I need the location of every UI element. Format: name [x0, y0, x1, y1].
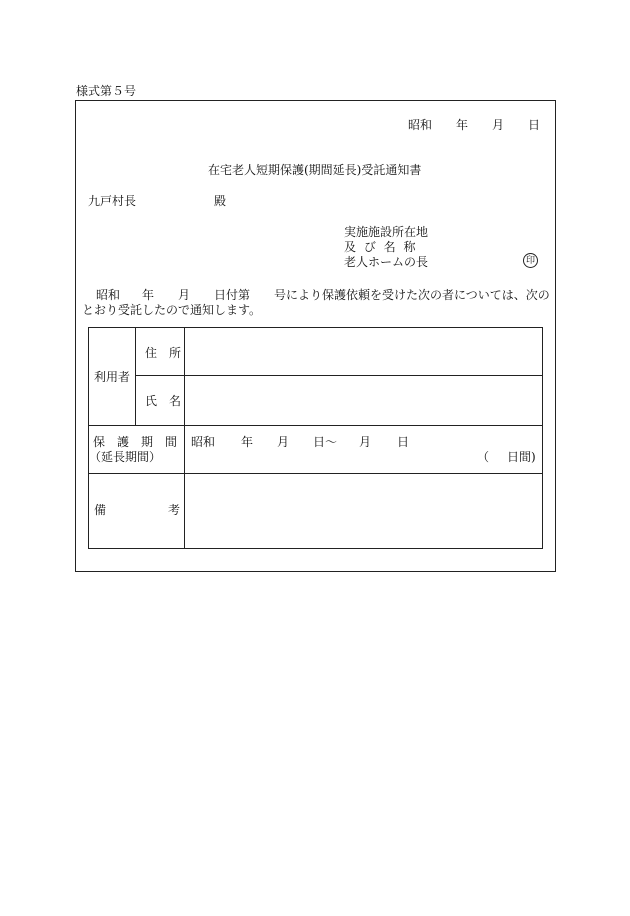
extension-period-label: （延長期間） [89, 450, 162, 464]
date-year: 年 [456, 118, 469, 132]
body-era: 昭和 [96, 288, 121, 302]
date-era: 昭和 [408, 118, 433, 132]
table-divider [89, 425, 542, 426]
body-text-rest: 号により保護依頼を受けた次の者については、次の [274, 288, 550, 302]
period-month: 月 [277, 435, 290, 449]
period-day-to: 日〜 [313, 435, 338, 449]
date-day: 日 [528, 118, 541, 132]
body-text-line2: とおり受託したので通知します。 [82, 303, 262, 317]
period-label: 保 護 期 間 [93, 435, 178, 449]
form-number: 様式第５号 [76, 84, 137, 98]
body-day-ref: 日付第 [214, 288, 251, 302]
document-title: 在宅老人短期保護(期間延長)受託通知書 [208, 163, 422, 177]
body-month: 月 [178, 288, 191, 302]
remarks-label-char2: 考 [168, 503, 181, 517]
address-field[interactable] [185, 328, 542, 375]
period-days-close: 日間) [507, 450, 536, 464]
name-label: 氏 名 [145, 394, 182, 408]
addressee-name: 九戸村長 [88, 194, 137, 208]
date-month: 月 [492, 118, 505, 132]
period-year: 年 [241, 435, 254, 449]
address-label: 住 所 [145, 346, 182, 360]
remarks-label-char1: 備 [94, 503, 107, 517]
table-divider [135, 328, 136, 425]
sender-head: 老人ホームの長 [344, 255, 429, 269]
name-field[interactable] [185, 376, 542, 425]
period-month-end: 月 [359, 435, 372, 449]
period-day-end: 日 [397, 435, 410, 449]
sender-facility-location: 実施施設所在地 [344, 225, 429, 239]
sender-facility-name: 及 び 名 称 [344, 240, 418, 254]
remarks-field[interactable] [185, 474, 542, 548]
user-label: 利用者 [94, 370, 131, 384]
seal-mark: 印 [523, 253, 538, 268]
addressee-honorific: 殿 [214, 194, 227, 208]
info-table [88, 327, 543, 549]
body-year: 年 [142, 288, 155, 302]
period-days-open: （ [477, 450, 490, 464]
period-era: 昭和 [191, 435, 216, 449]
